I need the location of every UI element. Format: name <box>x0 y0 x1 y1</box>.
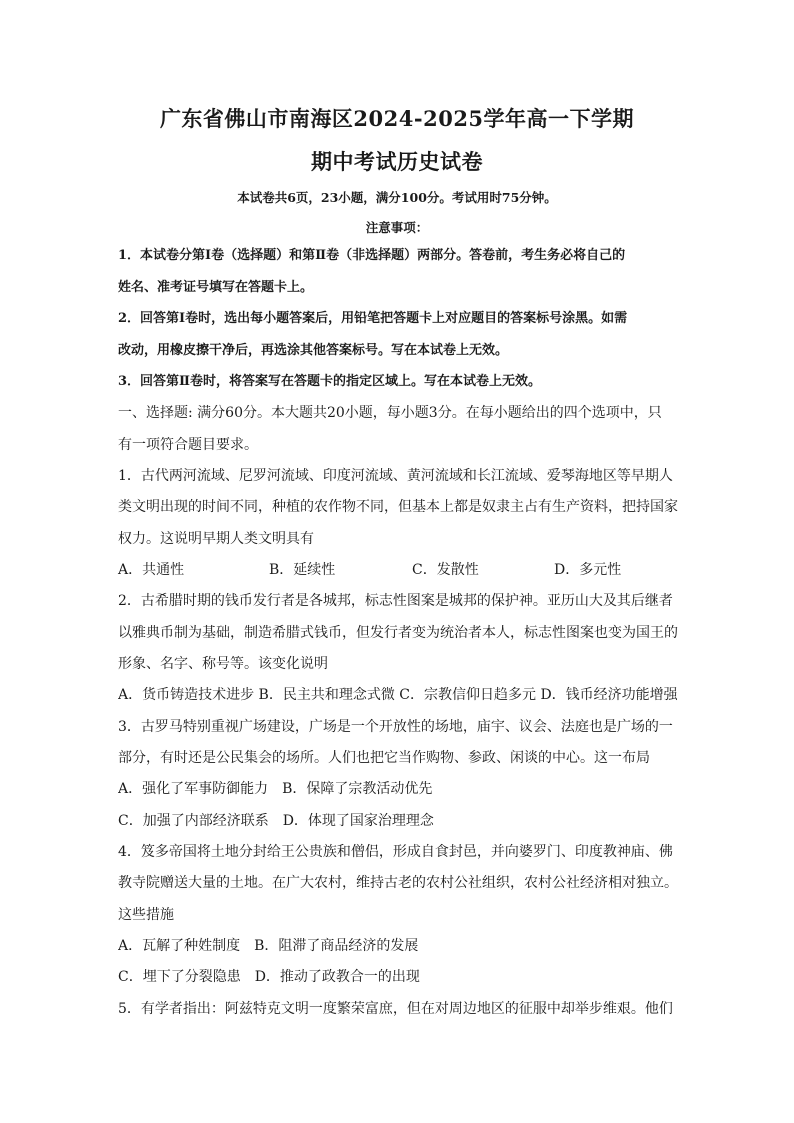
q1-option-c: C．发散性 <box>412 562 479 578</box>
q1-options <box>118 561 684 579</box>
q1-stem-2: 类文明出现的时间不同，种植的农作物不同，但基本上都是奴隶主占有生产资料，把持国家 <box>118 499 678 515</box>
exam-info: 本试卷共6页，23小题，满分100分。考试用时75分钟。 <box>237 190 557 205</box>
q2-stem-2: 以雅典币制为基础，制造希腊式钱币，但发行者变为统治者本人，标志性图案也变为国王的 <box>118 625 678 641</box>
q3-stem-2: 部分，有时还是公民集会的场所。人们也把它当作购物、参政、闲谈的中心。这一布局 <box>118 750 650 766</box>
q2-stem: 2．古希腊时期的钱币发行者是各城邦，标志性图案是城邦的保护神。亚历山大及其后继者 <box>118 593 673 609</box>
notice-heading: 注意事项： <box>365 220 429 235</box>
q4-stem-2: 教寺院赠送大量的土地。在广大农村，维持古老的农村公社组织，农村公社经济相对独立。 <box>118 875 678 891</box>
q3-options-ab: A．强化了军事防御能力 B．保障了宗教活动优先 <box>118 781 433 797</box>
q4-stem-3: 这些措施 <box>118 907 174 923</box>
q5-stem: 5．有学者指出：阿兹特克文明一度繁荣富庶，但在对周边地区的征服中却举步维艰。他们 <box>118 1001 673 1017</box>
q4-options-ab: A．瓦解了种姓制度 B．阻滞了商品经济的发展 <box>118 938 419 954</box>
q1-option-d: D．多元性 <box>554 562 622 578</box>
note-2: 2．回答第Ⅰ卷时，选出每小题答案后，用铅笔把答题卡上对应题目的答案标号涂黑。如需 <box>118 311 628 326</box>
note-3: 3．回答第Ⅱ卷时，将答案写在答题卡的指定区域上。写在本试卷上无效。 <box>118 374 542 389</box>
q2-options: A．货币铸造技术进步 B．民主共和理念式微 C．宗教信仰日趋多元 D．钱币经济功能增强 <box>118 687 678 703</box>
q3-options-cd: C．加强了内部经济联系 D．体现了国家治理理念 <box>118 813 434 829</box>
q3-stem: 3．古罗马特别重视广场建设，广场是一个开放性的场地，庙宇、议会、法庭也是广场的一 <box>118 719 673 735</box>
q1-stem-3: 权力。这说明早期人类文明具有 <box>118 531 314 547</box>
q1-option-a: A．共通性 <box>118 562 185 578</box>
q4-stem: 4．笈多帝国将土地分封给王公贵族和僧侣，形成自食封邑，并向婆罗门、印度教神庙、佛 <box>118 844 673 860</box>
note-1-cont: 姓名、准考证号填写在答题卡上。 <box>118 280 314 295</box>
note-2-cont: 改动，用橡皮擦干净后，再选涂其他答案标号。写在本试卷上无效。 <box>118 343 509 358</box>
section-heading-cont: 有一项符合题目要求。 <box>118 437 258 453</box>
q2-stem-3: 形象、名字、称号等。该变化说明 <box>118 656 328 672</box>
exam-title-line1: 广东省佛山市南海区2024-2025学年高一下学期 <box>159 106 635 131</box>
exam-title-line2: 期中考试历史试卷 <box>311 149 483 174</box>
note-1: 1．本试卷分第Ⅰ卷（选择题）和第Ⅱ卷（非选择题）两部分。答卷前，考生务必将自己的 <box>118 248 626 263</box>
section-heading: 一、选择题: 满分60分。本大题共20小题，每小题3分。在每小题给出的四个选项中，只 <box>118 405 662 421</box>
q4-options-cd: C．埋下了分裂隐患 D．推动了政教合一的出现 <box>118 969 420 985</box>
q1-option-b: B．延续性 <box>269 562 336 578</box>
q1-stem: 1．古代两河流域、尼罗河流域、印度河流域、黄河流域和长江流域、爱琴海地区等早期人 <box>118 468 673 484</box>
